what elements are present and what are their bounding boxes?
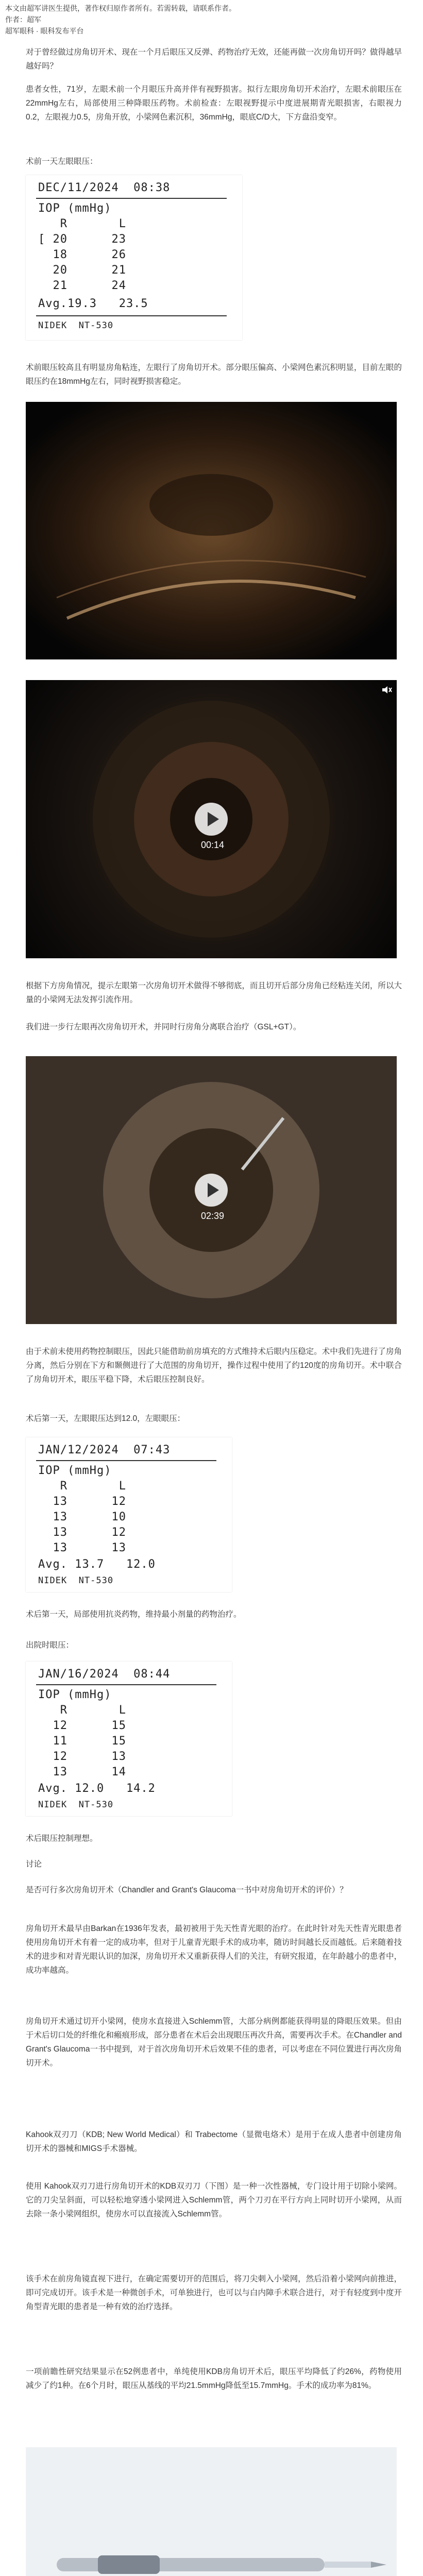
gonioscopy-illustration bbox=[26, 402, 397, 659]
header-line-1: 本文由超军讲医生提供，著作权归原作者所有。若需转载，请联系作者。 bbox=[5, 4, 236, 12]
section4-paragraph-1: 使用 Kahook双刃刀进行房角切开术的KDB双刃刀（下图）是一种一次性器械，专门设计用于切除小梁网。它的刀尖呈斜面，可以轻松地穿透小梁网进入Schlemm管，两个刀刃在平行方向上同时切开小梁网，从而去除一条小梁网组织，使房水可以直接流入Schlemm管。 bbox=[26, 2182, 402, 2218]
discussion-heading: 讨论 bbox=[26, 1860, 42, 1869]
header-line-2: 作者：超军 bbox=[5, 15, 41, 24]
printout-footer: NIDEK NT-530 bbox=[38, 1575, 114, 1586]
play-icon bbox=[208, 812, 219, 826]
printout-row: 20 21 bbox=[38, 264, 126, 277]
printout-divider bbox=[36, 198, 227, 199]
iop-printout-3 bbox=[26, 1662, 232, 1816]
printout-date: JAN/12/2024 07:43 bbox=[38, 1444, 171, 1456]
printout-divider bbox=[36, 1460, 216, 1461]
printout-header: IOP (mmHg) bbox=[38, 1688, 112, 1701]
iop-printout-2 bbox=[26, 1437, 232, 1592]
kahook-blade-illustration bbox=[26, 2447, 397, 2576]
discussion-paragraph-2: 房角切开术最早由Barkan在1936年发表，最初被用于先天性青光眼的治疗。在此时针对先天性青光眼患者使用房角切开术有着一定的成功率，但对于儿童青光眼手术的成功率，随访时间越长反而越低。后来随着技术的进步和对青光眼认识的加深，房角切开术又重新获得人们的关注，有研究报道，在年龄越小的患者中，成功率越高。 bbox=[26, 1924, 402, 1975]
section1-title: 术前一天左眼眼压： bbox=[26, 157, 98, 166]
printout-header: IOP (mmHg) bbox=[38, 202, 112, 215]
play-icon bbox=[208, 1183, 219, 1197]
kahook-blade-photo bbox=[26, 2447, 397, 2576]
printout-row: 13 12 bbox=[38, 1495, 126, 1508]
mute-icon[interactable] bbox=[381, 685, 393, 694]
video-timestamp: 00:14 bbox=[201, 840, 225, 850]
surgery-video-1[interactable] bbox=[26, 680, 397, 958]
printout-row: 18 26 bbox=[38, 248, 126, 261]
printout-row: 13 12 bbox=[38, 1526, 126, 1539]
discussion-paragraph-4: Kahook双刃刀（KDB; New World Medical）和 Trabectome（显微电烙术）是用于在成人患者中创建房角切开术的器械和MIGS手术器械。 bbox=[26, 2130, 402, 2153]
printout-row: 11 15 bbox=[38, 1735, 126, 1748]
intro-paragraph-1: 对于曾经做过房角切开术、现在一个月后眼压又反弹、药物治疗无效，还能再做一次房角切开吗？做得越早越好吗？ bbox=[26, 48, 402, 71]
section3-paragraph-3: 术后第一天，局部使用抗炎药物，维持最小剂量的药物治疗。 bbox=[26, 1610, 242, 1619]
printout-average: Avg. 13.7 12.0 bbox=[38, 1558, 156, 1571]
video-timestamp: 02:39 bbox=[201, 1211, 225, 1221]
section2-paragraph-1: 根据下方房角情况，提示左眼第一次房角切开术做得不够彻底，而且切开后部分房角已经粘连关闭，所以大量的小梁网无法发挥引流作用。 bbox=[26, 981, 402, 1004]
printout-average: Avg. 12.0 14.2 bbox=[38, 1782, 156, 1795]
section3-discharge-caption: 出院时眼压： bbox=[26, 1641, 74, 1650]
section3-paragraph-1: 由于术前未使用药物控制眼压，因此只能借助前房填充的方式维持术后眼内压稳定。术中我们先进行了房角分离，然后分别在下方和颞侧进行了大范围的房角切开，操作过程中使用了约120度的房角切开。术中联合了房角切开术，眼压平稳下降，术后眼压控制良好。 bbox=[26, 1347, 402, 1384]
printout-row: 12 15 bbox=[38, 1719, 126, 1732]
printout-row: 13 13 bbox=[38, 1541, 126, 1554]
printout-date: JAN/16/2024 08:44 bbox=[38, 1668, 171, 1681]
printout-row: 13 14 bbox=[38, 1766, 126, 1778]
section3-paragraph-2: 术后第一天，左眼眼压达到12.0，左眼眼压： bbox=[26, 1414, 185, 1423]
printout-date: DEC/11/2024 08:38 bbox=[38, 181, 171, 194]
iop-printout-1 bbox=[26, 175, 242, 340]
printout-row: [ 20 23 bbox=[38, 233, 126, 246]
gonioscopy-photo bbox=[26, 402, 397, 659]
printout-row: 12 13 bbox=[38, 1750, 126, 1763]
section4-paragraph-3: 一项前瞻性研究结果显示在52例患者中，单纯使用KDB房角切开术后，眼压平均降低了约26%，药物使用减少了约1种。在6个月时，眼压从基线的平均21.5mmHg降低至15.7mmHg。手术的成功率为81%。 bbox=[26, 2367, 402, 2390]
play-button[interactable] bbox=[195, 803, 228, 836]
surgery-video-2[interactable] bbox=[26, 1056, 397, 1324]
printout-header: IOP (mmHg) bbox=[38, 1464, 112, 1477]
printout-columns: R L bbox=[38, 1704, 126, 1717]
section1-paragraph: 术前眼压较高且有明显房角粘连，左眼行了房角切开术。部分眼压偏高、小梁网色素沉积明显，目前左眼的眼压约在18mmHg左右，同时视野损害稳定。 bbox=[26, 363, 402, 386]
printout-divider bbox=[36, 315, 227, 316]
discussion-paragraph-3: 房角切开术通过切开小梁网，使房水直接进入Schlemm管，大部分病例都能获得明显的降眼压效果。但由于术后切口处的纤维化和瘢痕形成，部分患者在术后会出现眼压再次升高，需要再次手术。在Chandler and Grant's Glaucoma一书中提到，对于首次房角切开术后效果不佳的患者，可以考虑在不同位置进行再次房角切开术。 bbox=[26, 2017, 402, 2067]
printout-divider bbox=[36, 1684, 216, 1685]
header-line-3: 超军眼科 · 眼科发布平台 bbox=[5, 27, 84, 35]
section4-paragraph-2: 该手术在前房角镜直视下进行，在确定需要切开的范围后，将刀尖刺入小梁网，然后沿着小梁网向前推进，即可完成切开。该手术是一种微创手术，可单独进行，也可以与白内障手术联合进行，对于有轻度到中度开角型青光眼的患者是一种有效的治疗选择。 bbox=[26, 2275, 402, 2311]
discussion-paragraph-1: 是否可行多次房角切开术（Chandler and Grant's Glaucoma一书中对房角切开术的评价）？ bbox=[26, 1886, 348, 1894]
intro-paragraph-2: 患者女性，71岁，左眼术前一个月眼压升高并伴有视野损害。拟行左眼房角切开术治疗，左眼术前眼压在22mmHg左右，局部使用三种降眼压药物。术前检查：左眼视野提示中度进展期青光眼损害，右眼视力0.2，左眼视力0.5，房角开放，小梁网色素沉积，36mmHg，眼底C/D大，下方盘沿变窄。 bbox=[26, 85, 402, 122]
printout-footer: NIDEK NT-530 bbox=[38, 320, 114, 331]
printout-row: 13 10 bbox=[38, 1511, 126, 1523]
printout-row: 21 24 bbox=[38, 279, 126, 292]
section2-paragraph-2: 我们进一步行左眼再次房角切开术，并同时行房角分离联合治疗（GSL+GT）。 bbox=[26, 1023, 301, 1031]
play-button[interactable] bbox=[195, 1174, 228, 1207]
printout-columns: R L bbox=[38, 217, 126, 230]
printout-average: Avg.19.3 23.5 bbox=[38, 297, 148, 310]
printout-footer: NIDEK NT-530 bbox=[38, 1800, 114, 1810]
section3-result: 术后眼压控制理想。 bbox=[26, 1834, 98, 1843]
printout-columns: R L bbox=[38, 1480, 126, 1493]
